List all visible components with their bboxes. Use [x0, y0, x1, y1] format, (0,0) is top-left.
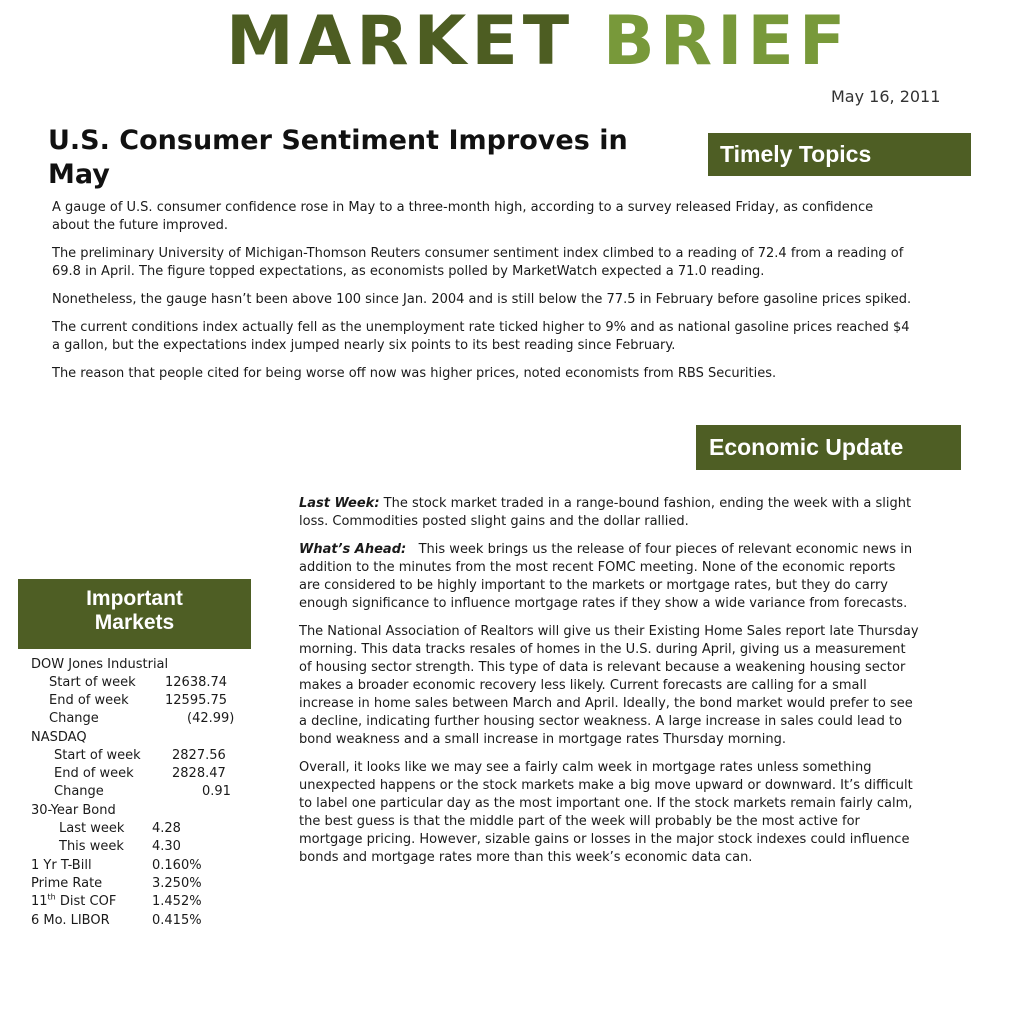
nasdaq-change-value: 0.91 — [202, 784, 231, 799]
important-markets-line2: Markets — [94, 611, 175, 634]
libor-label: 6 Mo. LIBOR — [31, 913, 110, 928]
whats-ahead-label: What’s Ahead: — [299, 542, 407, 557]
story-paragraph: A gauge of U.S. consumer confidence rose in May to a three-month high, according to a survey released Friday, as confidence about the future improved. — [52, 200, 874, 233]
economic-update-text — [299, 495, 919, 877]
dow-change-label: Change — [49, 711, 99, 726]
headline: U.S. Consumer Sentiment Improves in May — [48, 125, 628, 190]
update-paragraph-last-week — [299, 495, 919, 531]
story-paragraph: The reason that people cited for being worse off now was higher prices, noted economists from RBS Securities. — [52, 366, 777, 381]
tbill-label: 1 Yr T-Bill — [31, 858, 92, 873]
cof-label-number: 11 — [31, 894, 48, 909]
cof-value: 1.452% — [152, 894, 202, 909]
masthead-title — [226, 2, 850, 82]
last-week-text: The stock market traded in a range-bound fashion, ending the week with a slight loss. Commodities posted slight gains and the dollar rallied. — [299, 496, 912, 529]
dow-end-label: End of week — [49, 693, 129, 708]
bond-last-value: 4.28 — [152, 821, 181, 836]
nasdaq-change-label: Change — [54, 784, 104, 799]
nasdaq-end-value: 2828.47 — [172, 766, 226, 781]
cof-label-suffix: th — [47, 892, 56, 902]
story-paragraph: The current conditions index actually fell as the unemployment rate ticked higher to 9% and as national gasoline prices reached $4 a gallon, but the expectations index jumped nearly six points to its best reading since February. — [52, 320, 910, 353]
economic-update-label: Economic Update — [696, 425, 961, 470]
last-week-label: Last Week: — [299, 496, 380, 511]
bond-this-label: This week — [59, 839, 124, 854]
story-paragraph: Nonetheless, the gauge hasn’t been above 100 since Jan. 2004 and is still below the 77.5 in February before gasoline prices spiked. — [52, 292, 912, 307]
bond-label: 30-Year Bond — [31, 803, 116, 818]
story-paragraph: The preliminary University of Michigan-Thomson Reuters consumer sentiment index climbed to a reading of 72.4 from a reading of 69.8 in April. The figure topped expectations, as economists polled by MarketWatch expected a 71.0 reading. — [52, 246, 904, 279]
tbill-value: 0.160% — [152, 858, 202, 873]
nasdaq-start-value: 2827.56 — [172, 748, 226, 763]
update-paragraph: Overall, it looks like we may see a fairly calm week in mortgage rates unless something unexpected happens or the stock markets make a big move upward or downward. It’s difficult to label one particular day as the most important one. If the stock markets remain fairly calm, the best guess is that the middle part of the week will probably be the most active for mortgage pricing. However, sizable gains or losses in the major stock indexes could influence bonds and mortgage rates more than this week’s economic data can. — [299, 760, 913, 865]
dow-start-label: Start of week — [49, 675, 136, 690]
prime-rate-value: 3.250% — [152, 876, 202, 891]
dow-start-value: 12638.74 — [165, 675, 228, 690]
bond-last-label: Last week — [59, 821, 125, 836]
whats-ahead-text: This week brings us the release of four pieces of relevant economic news in addition to the minutes from the most recent FOMC meeting. None of the economic reports are considered to be highly important to the markets or mortgage rates, but they do carry enough significance to influence mortgage rates if they show a wide variance from forecasts. — [299, 542, 913, 611]
prime-rate-label: Prime Rate — [31, 876, 103, 891]
timely-topics-label: Timely Topics — [708, 133, 971, 176]
libor-value: 0.415% — [152, 913, 202, 928]
cof-label — [31, 893, 116, 911]
update-paragraph-ahead — [299, 541, 919, 613]
important-markets-line1: Important — [86, 587, 183, 610]
update-paragraph: The National Association of Realtors will give us their Existing Home Sales report late Thursday morning. This data tracks resales of homes in the U.S. during April, giving us a measurement of housing sector strength. This type of data is relevant because a weakening housing sector makes a broader economic recovery less likely. Current forecasts are calling for a small increase in home sales between March and April. Ideally, the bond market would prefer to see a decline, indicating further housing sector weakness. A large increase in sales could lead to bond weakness and a small increase in mortgage rates Thursday morning. — [299, 624, 919, 747]
masthead-word-brief: BRIEF — [602, 2, 851, 81]
sentiment-story — [52, 199, 912, 393]
nasdaq-label: NASDAQ — [31, 730, 87, 745]
masthead-word-market: MARKET — [226, 2, 575, 81]
issue-date: May 16, 2011 — [831, 87, 941, 106]
important-markets-label — [18, 579, 251, 649]
nasdaq-end-label: End of week — [54, 766, 134, 781]
nasdaq-start-label: Start of week — [54, 748, 141, 763]
bond-this-value: 4.30 — [152, 839, 181, 854]
cof-label-text: Dist COF — [55, 894, 117, 909]
dow-change-value: (42.99) — [187, 711, 235, 726]
dow-end-value: 12595.75 — [165, 693, 228, 708]
dow-label: DOW Jones Industrial — [31, 657, 169, 672]
